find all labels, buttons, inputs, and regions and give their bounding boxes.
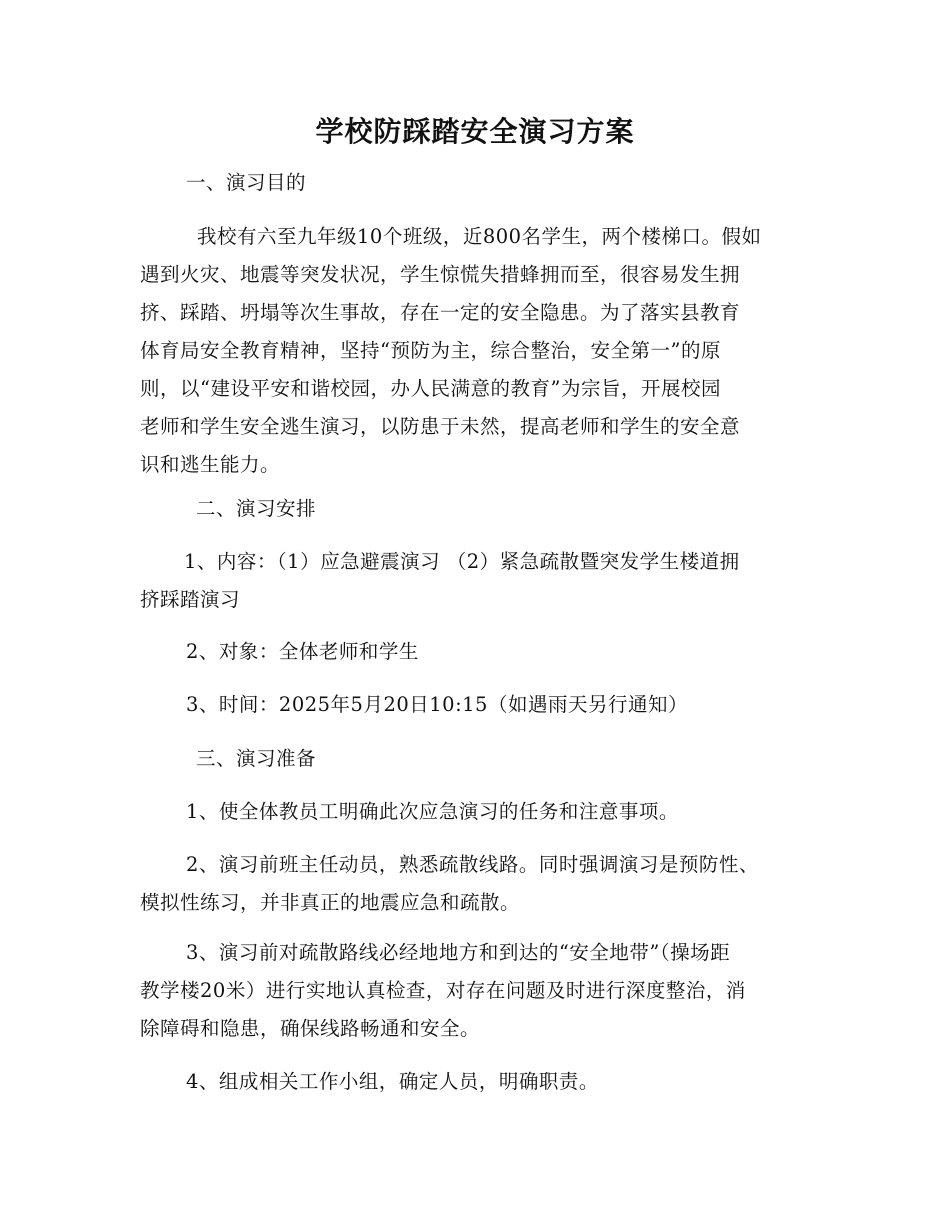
item-line: 2、演习前班主任动员，熟悉疏散线路。同时强调演习是预防性、 [186, 853, 759, 876]
section1-heading: 一、演习目的 [186, 171, 307, 194]
section2-item3: 3、时间：2025年5月20日10:15（如遇雨天另行通知） [186, 693, 688, 716]
section3-heading: 三、演习准备 [196, 747, 317, 770]
paragraph-line: 挤、踩踏、坍塌等次生事故，存在一定的安全隐患。为了落实县教育 [140, 301, 741, 324]
section3-item2 [140, 846, 815, 922]
paragraph-line: 老师和学生安全逃生演习，以防患于未然，提高老师和学生的安全意 [140, 415, 741, 438]
paragraph-line: 遇到火灾、地震等突发状况，学生惊慌失措蜂拥而至，很容易发生拥 [140, 263, 741, 286]
item-line: 1、内容：（1）应急避震演习 （2）紧急疏散暨突发学生楼道拥 [184, 550, 740, 573]
item-line: 3、演习前对疏散路线必经地地方和到达的“安全地带”（操场距 [186, 941, 731, 964]
document-title: 学校防踩踏安全演习方案 [315, 115, 635, 148]
section2-item2: 2、对象：全体老师和学生 [186, 640, 419, 663]
section3-item4: 4、组成相关工作小组，确定人员，明确职责。 [186, 1070, 599, 1093]
paragraph-line: 则，以“建设平安和谐校园，办人民满意的教育”为宗旨，开展校园 [140, 377, 721, 400]
item-line: 挤踩踏演习 [140, 588, 241, 611]
paragraph-line: 体育局安全教育精神，坚持“预防为主，综合整治，安全第一”的原 [140, 339, 721, 362]
item-line: 除障碍和隐患，确保线路畅通和安全。 [140, 1017, 481, 1040]
paragraph-line: 识和逃生能力。 [140, 453, 281, 476]
section2-heading: 二、演习安排 [196, 497, 317, 520]
section3-item3 [140, 934, 815, 1048]
item-line: 模拟性练习，并非真正的地震应急和疏散。 [140, 891, 521, 914]
paragraph-line: 我校有六至九年级10个班级，近800名学生，两个楼梯口。假如 [197, 225, 762, 248]
item-line: 教学楼20米）进行实地认真检查，对存在问题及时进行深度整治，消 [140, 979, 746, 1002]
section3-item1: 1、使全体教员工明确此次应急演习的任务和注意事项。 [186, 800, 679, 823]
section2-item1 [140, 543, 815, 619]
section1-paragraph [140, 218, 815, 484]
